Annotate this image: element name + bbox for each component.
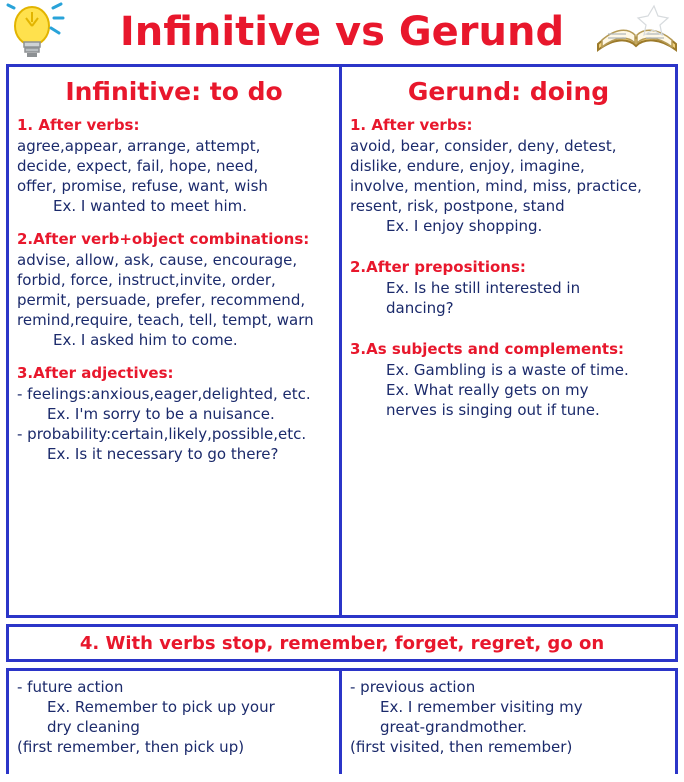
section-label: After verbs: xyxy=(371,116,473,134)
section-heading xyxy=(350,340,667,358)
section-label: After verbs: xyxy=(38,116,140,134)
word-list-line: dislike, endure, enjoy, imagine, xyxy=(350,157,585,175)
lightbulb-icon xyxy=(6,2,68,60)
word-list-line: offer, promise, refuse, want, wish xyxy=(17,177,268,195)
section-number: 2. xyxy=(17,230,34,248)
example-line: Ex. I enjoy shopping. xyxy=(386,217,543,235)
example-line: Ex. I'm sorry to be a nuisance. xyxy=(47,405,275,423)
word-list-line: resent, risk, postpone, stand xyxy=(350,197,565,215)
example-line: dancing? xyxy=(386,299,454,317)
page-header xyxy=(0,0,684,64)
section-heading xyxy=(350,116,667,134)
section-number: 1. xyxy=(350,116,367,134)
example-line: Ex. Is it necessary to go there? xyxy=(47,445,279,463)
example-line: Ex. Is he still interested in xyxy=(386,279,581,297)
future-action-cell xyxy=(9,671,342,774)
word-list-line: advise, allow, ask, cause, encourage, xyxy=(17,251,298,269)
example-line: Ex. I wanted to meet him. xyxy=(53,197,248,215)
gerund-column xyxy=(342,67,675,615)
section-number: 3. xyxy=(17,364,34,382)
example-line: Ex. I remember visiting my xyxy=(380,698,583,716)
example-line: Ex. Remember to pick up your xyxy=(47,698,275,716)
word-list-line: remind,require, teach, tell, tempt, warn xyxy=(17,311,314,329)
previous-action-cell xyxy=(342,671,675,774)
section-heading xyxy=(350,258,667,276)
word-list-line: permit, persuade, prefer, recommend, xyxy=(17,291,306,309)
page-title: Infinitive vs Gerund xyxy=(119,9,565,55)
infinitive-column xyxy=(9,67,342,615)
infinitive-section-1 xyxy=(17,116,331,216)
word-list-line: avoid, bear, consider, deny, detest, xyxy=(350,137,617,155)
section-4-heading: 4. With verbs stop, remember, forget, regret, go on xyxy=(79,632,605,654)
previous-action-label: - previous action xyxy=(350,678,476,696)
section-number: 2. xyxy=(350,258,367,276)
example-line: Ex. I asked him to come. xyxy=(53,331,238,349)
word-list-line: forbid, force, instruct,invite, order, xyxy=(17,271,276,289)
main-comparison-table xyxy=(6,64,678,618)
example-line: dry cleaning xyxy=(47,718,140,736)
section-heading xyxy=(17,230,331,248)
word-list-line: decide, expect, fail, hope, need, xyxy=(17,157,259,175)
infinitive-section-3 xyxy=(17,364,331,464)
example-line: nerves is singing out if tune. xyxy=(386,401,600,419)
section-number: 1. xyxy=(17,116,34,134)
section-heading xyxy=(17,116,331,134)
section-label: After adjectives: xyxy=(33,364,174,382)
gerund-heading: Gerund: doing xyxy=(407,77,610,106)
example-line: Ex. What really gets on my xyxy=(386,381,589,399)
section-label: After prepositions: xyxy=(366,258,526,276)
previous-action-note: (first visited, then remember) xyxy=(350,738,573,756)
example-line: great-grandmother. xyxy=(380,718,527,736)
word-list-line: involve, mention, mind, miss, practice, xyxy=(350,177,642,195)
future-action-label: - future action xyxy=(17,678,124,696)
gerund-section-1 xyxy=(350,116,667,236)
section-number: 3. xyxy=(350,340,367,358)
word-list-line: agree,appear, arrange, attempt, xyxy=(17,137,261,155)
section-4-banner xyxy=(6,624,678,662)
open-book-icon xyxy=(594,0,680,58)
infinitive-heading: Infinitive: to do xyxy=(65,77,283,106)
section-label: After verb+object combinations: xyxy=(33,230,310,248)
gerund-section-3 xyxy=(350,340,667,420)
infinitive-section-2 xyxy=(17,230,331,350)
section-heading xyxy=(17,364,331,382)
gerund-section-2 xyxy=(350,258,667,318)
word-list-line: - feelings:anxious,eager,delighted, etc. xyxy=(17,385,311,403)
word-list-line: - probability:certain,likely,possible,etc. xyxy=(17,425,307,443)
example-line: Ex. Gambling is a waste of time. xyxy=(386,361,629,379)
section-4-table xyxy=(6,668,678,774)
section-label: As subjects and complements: xyxy=(366,340,624,358)
future-action-note: (first remember, then pick up) xyxy=(17,738,245,756)
